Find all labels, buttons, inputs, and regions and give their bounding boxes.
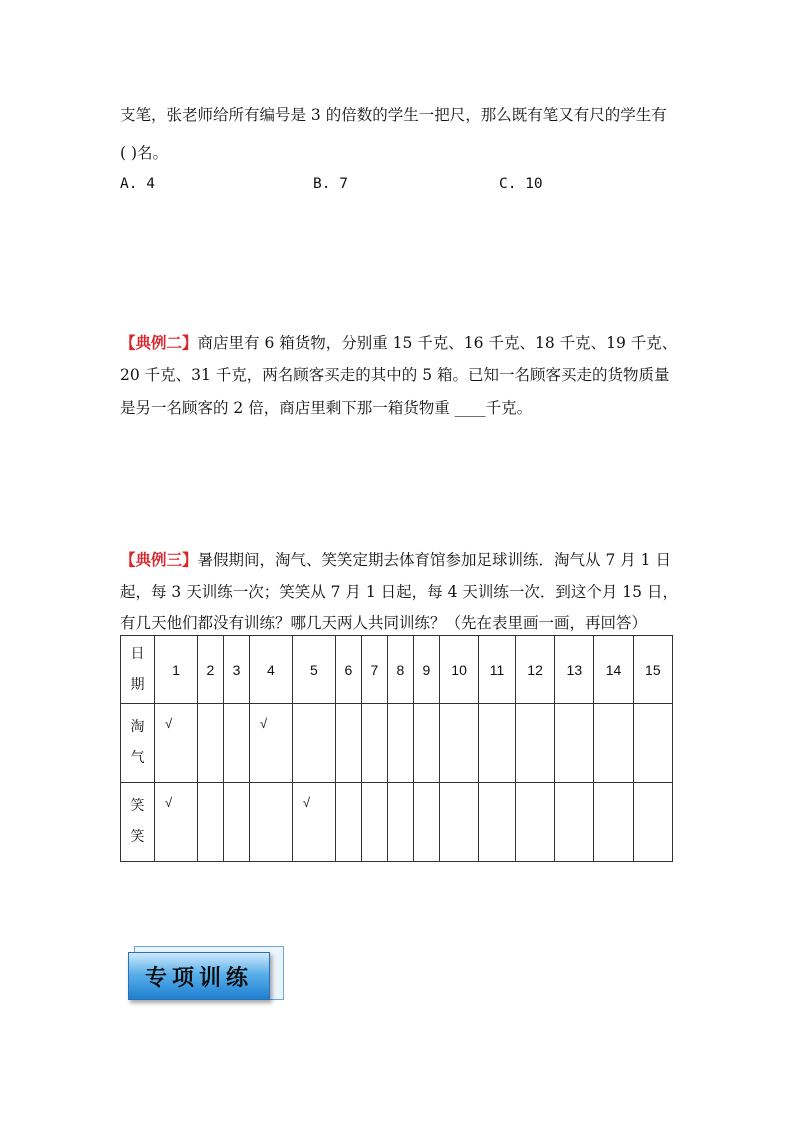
question-answer-blank: ( )名。	[120, 144, 169, 162]
mark-cell[interactable]	[479, 704, 516, 783]
mark-cell[interactable]	[515, 704, 554, 783]
question-text-line: 支笔，张老师给所有编号是 3 的倍数的学生一把尺，那么既有笔又有尺的学生有	[120, 106, 667, 124]
day-cell: 1	[155, 636, 198, 704]
mark-cell[interactable]	[292, 704, 335, 783]
day-cell: 3	[223, 636, 249, 704]
mark-cell[interactable]	[439, 704, 478, 783]
mark-cell[interactable]: √	[292, 783, 335, 862]
mark-cell[interactable]	[594, 783, 633, 862]
table-row-xiaoxiao	[121, 783, 673, 862]
mark-cell[interactable]	[555, 783, 594, 862]
training-table	[120, 635, 673, 862]
mark-cell[interactable]	[387, 783, 413, 862]
header-cell-date: 日 期	[121, 636, 155, 704]
day-cell: 7	[361, 636, 387, 704]
mark-cell[interactable]	[249, 783, 292, 862]
mark-cell[interactable]	[223, 704, 249, 783]
mark-cell[interactable]	[413, 704, 439, 783]
banner-title: 专项训练	[144, 964, 253, 991]
mark-cell[interactable]	[223, 783, 249, 862]
day-cell: 14	[594, 636, 633, 704]
mark-cell[interactable]	[387, 704, 413, 783]
mark-cell[interactable]	[439, 783, 478, 862]
example-three-line-2: 起，每 3 天训练一次；笑笑从 7 月 1 日起，每 4 天训练一次．到这个月 15 日，	[120, 583, 678, 601]
mark-cell[interactable]: √	[155, 783, 198, 862]
banner-plate	[128, 952, 270, 1000]
mark-cell[interactable]	[413, 783, 439, 862]
example-two-line-2: 20 千克、31 千克，两名顾客买走的其中的 5 箱。已知一名顾客买走的货物质量	[120, 366, 670, 384]
mark-cell[interactable]	[594, 704, 633, 783]
row-label-taoqi: 淘 气	[121, 704, 155, 783]
option-a: A. 4	[120, 176, 155, 192]
example-two-line-3: 是另一名顾客的 2 倍，商店里剩下那一箱货物重 ____千克。	[120, 399, 533, 417]
mark-cell[interactable]	[197, 783, 223, 862]
example-three-text-1: 暑假期间，淘气、笑笑定期去体育馆参加足球训练．淘气从 7 月 1 日	[197, 551, 671, 569]
mark-cell[interactable]	[515, 783, 554, 862]
mark-cell[interactable]	[361, 704, 387, 783]
day-cell: 2	[197, 636, 223, 704]
mark-cell[interactable]	[335, 783, 361, 862]
example-three-line-3: 有几天他们都没有训练？哪几天两人共同训练？（先在表里画一画，再回答）	[120, 614, 648, 632]
day-cell: 9	[413, 636, 439, 704]
day-cell: 6	[335, 636, 361, 704]
example-three-line-1	[120, 548, 671, 570]
table-row-taoqi	[121, 704, 673, 783]
example-two-tag: 【典例二】	[120, 333, 198, 352]
mark-cell[interactable]	[555, 704, 594, 783]
row-label-xiaoxiao: 笑 笑	[121, 783, 155, 862]
mark-cell[interactable]	[197, 704, 223, 783]
day-cell: 8	[387, 636, 413, 704]
section-banner	[128, 946, 278, 1002]
day-cell: 11	[479, 636, 516, 704]
day-cell: 15	[633, 636, 672, 704]
mark-cell[interactable]	[633, 783, 672, 862]
day-cell: 12	[515, 636, 554, 704]
example-two-text-1: 商店里有 6 箱货物，分别重 15 千克、16 千克、18 千克、19 千克、	[197, 334, 678, 352]
mark-cell[interactable]	[479, 783, 516, 862]
table-row-dates	[121, 636, 673, 704]
mark-cell[interactable]: √	[249, 704, 292, 783]
example-three-tag: 【典例三】	[120, 550, 198, 569]
example-two-line-1	[120, 331, 677, 353]
mark-cell[interactable]	[361, 783, 387, 862]
day-cell: 10	[439, 636, 478, 704]
mark-cell[interactable]: √	[155, 704, 198, 783]
day-cell: 5	[292, 636, 335, 704]
mark-cell[interactable]	[633, 704, 672, 783]
option-b: B. 7	[313, 176, 348, 192]
mark-cell[interactable]	[335, 704, 361, 783]
day-cell: 13	[555, 636, 594, 704]
day-cell: 4	[249, 636, 292, 704]
option-c: C. 10	[499, 176, 543, 192]
